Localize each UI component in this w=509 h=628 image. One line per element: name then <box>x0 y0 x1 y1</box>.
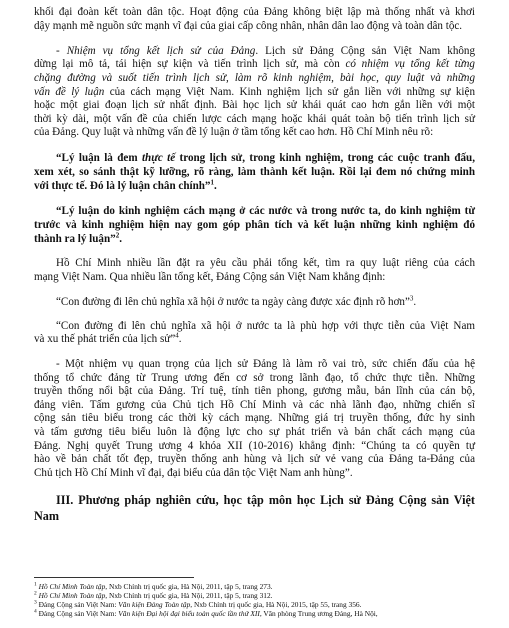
text-line: “Con đường đi lên chủ nghĩa xã hội ở nước ta ngày càng được xác định rõ hơn”$^3$. <box>56 294 417 308</box>
text-line: mạng Việt Nam. Qua nhiều lần tổng kết, Đảng Cộng sản Việt Nam khẳng định: <box>34 271 386 283</box>
text-line: Nam <box>34 509 60 523</box>
text-line: với thực tế. Đó là lý luận chân chính”$^1$. <box>34 178 217 192</box>
footnote: $^2$ Hồ Chí Minh Toàn tập, Nxb Chính trị quốc gia, Hà Nội, 2011, tập 5, trang 312. <box>34 590 273 600</box>
footnote-number: 4 <box>34 608 37 615</box>
text-line: xem xét, so sánh thật kỹ lưỡng, rõ ràng, làm thành kết luận. Rồi lại đem nó chứng minh <box>34 166 475 178</box>
text-line: chặng đường và suốt tiến trình lịch sử, làm rõ kinh nghiệm, bài học, quy luật và những <box>34 72 475 84</box>
footnote-number: 2 <box>34 590 37 597</box>
text-line: thống tổ chức đảng từ Trung ương đến cơ sở trong lãnh đạo, tổ chức thực tiễn. Những <box>34 372 475 384</box>
text-line: thành ra lý luận”$^2$. <box>34 231 122 245</box>
text-line: dậy mạnh mẽ nguồn sức mạnh vĩ đại của giai cấp công nhân, nhân dân lao động và toàn dân tộc. <box>34 20 463 32</box>
footnote-number: 3 <box>34 599 37 606</box>
text-line: truyền thống nổi bật của Đảng. Trí tuệ, tính tiên phong, gương mẫu, bản lĩnh của cán bộ, <box>34 385 475 397</box>
footnote: $^3$ Đảng Cộng sản Việt Nam: Văn kiện Đảng Toàn tập, Nxb Chính trị quốc gia, Hà Nội, 2015, tập 55, trang 356. <box>34 599 362 609</box>
text-line: III. Phương pháp nghiên cứu, học tập môn học Lịch sử Đảng Cộng sản Việt <box>56 493 475 507</box>
text-line: Hồ Chí Minh nhiều lần đặt ra yêu cầu phải tổng kết, tìm ra quy luật riêng của cách <box>56 257 475 269</box>
text-line: “Lý luận là đem thực tế trong lịch sử, trong kinh nghiệm, trong các cuộc tranh đấu, <box>56 152 476 164</box>
text-line: hào về bản chất tốt đẹp, truyền thống anh hùng và lịch sử vẻ vang của Đảng ta-Đảng của <box>34 453 475 465</box>
text-line: và xu thế phát triển của lịch sử”$^4$. <box>34 331 182 345</box>
footnote: $^4$ Đảng Cộng sản Việt Nam: Văn kiện Đại hội đại biểu toàn quốc lần thứ XII, Văn phòng Trung ương Đảng, Hà Nội, <box>34 608 378 618</box>
text-line: đảng viên. Tấm gương của Chủ tịch Hồ Chí Minh và các nhà lãnh đạo, những chiến sĩ <box>34 399 475 411</box>
text-line: “Lý luận do kinh nghiệm cách mạng ở các nước và trong nước ta, do kinh nghiệm từ <box>56 205 475 217</box>
footnote-separator <box>34 577 194 578</box>
text-line: - Một nhiệm vụ quan trọng của lịch sử Đảng là làm rõ vai trò, sức chiến đấu của hệ <box>56 358 475 370</box>
footnote: $^1$ Hồ Chí Minh Toàn tập, Nxb Chính trị quốc gia, Hà Nội, 2011, tập 5, trang 273. <box>34 581 273 591</box>
text-line: vấn đề lý luận của cách mạng Việt Nam. Kinh nghiệm lịch sử gắn liền với những sự kiện <box>34 86 475 98</box>
text-line: Đảng. Nghị quyết Trung ương 4 khóa XII (10-2016) khẳng định: “Chúng ta có quyền tự <box>34 440 475 452</box>
text-line: hoặc một giai đoạn lịch sử nhất định. Bài học lịch sử khái quát cao hơn gắn liền với một <box>34 99 475 111</box>
text-line: - Nhiệm vụ tổng kết lịch sử của Đảng. Lịch sử Đảng Cộng sản Việt Nam không <box>56 45 476 57</box>
text-line: khối đại đoàn kết toàn dân tộc. Hoạt động của Đảng không biệt lập mà thống nhất và khơi <box>34 6 475 18</box>
text-line: trước và kinh nghiệm hiện nay gom góp phân tích và kết luận những kinh nghiệm đó <box>34 219 475 231</box>
text-line: và tấm gương tiêu biểu luôn là động lực cho sự phát triển và bản chất cách mạng của <box>34 426 475 438</box>
text-line: dừng lại mô tả, tái hiện sự kiện và tiến trình lịch sử, mà còn có nhiệm vụ tổng kết từng <box>34 58 475 70</box>
text-line: cộng sản tiêu biểu trong các thời kỳ cách mạng. Những giá trị truyền thống, đức hy sinh <box>34 412 475 424</box>
text-line: Chủ tịch Hồ Chí Minh vĩ đại, đại biểu của dân tộc Việt Nam anh hùng”. <box>34 467 353 479</box>
text-line: thời kỳ dài, một vấn đề của chiến lược cách mạng hoặc khái quát toàn bộ tiến trình lịch sử <box>34 113 475 125</box>
footnote-number: 1 <box>34 581 37 588</box>
text-line: “Con đường đi lên chủ nghĩa xã hội ở nước ta là phù hợp với thực tiễn của Việt Nam <box>56 320 475 332</box>
text-line: của Đảng. Quy luật và những vấn đề lý luận ở tầm tổng kết cao hơn. Hồ Chí Minh nêu rõ: <box>34 126 434 138</box>
